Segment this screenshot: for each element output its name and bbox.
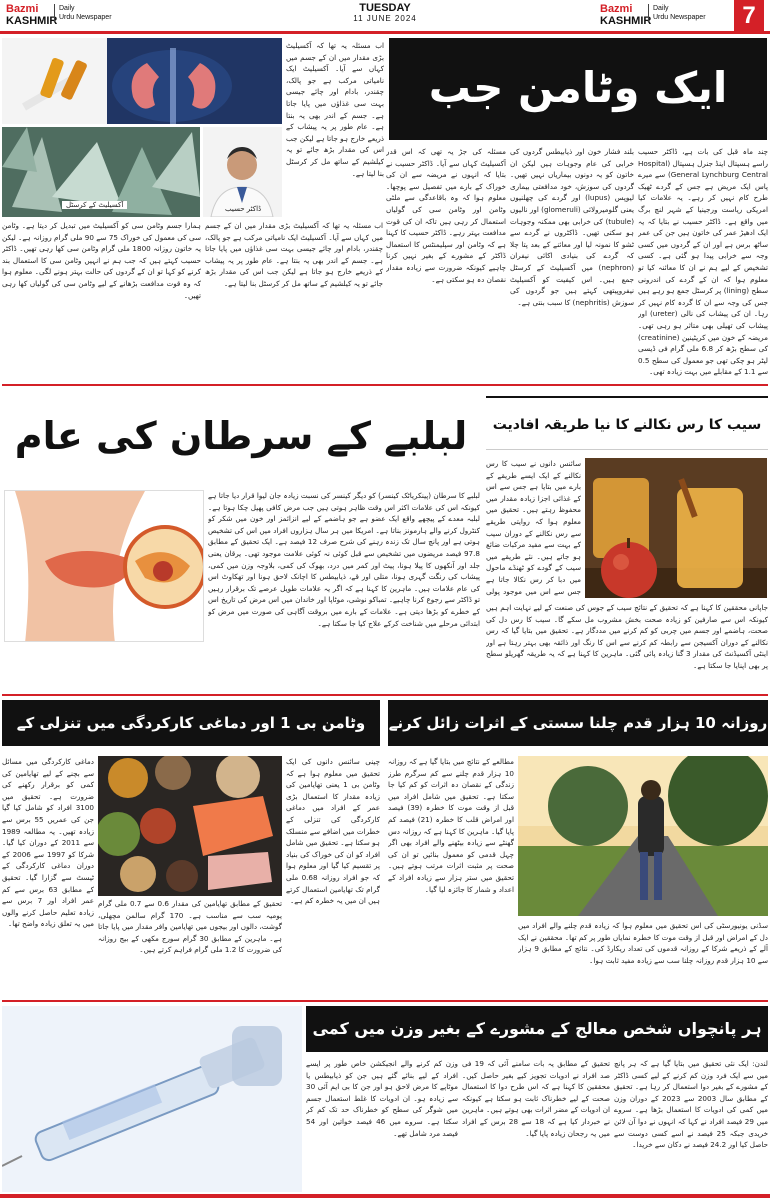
doctor-caption: ڈاکٹر حسیب: [225, 205, 262, 213]
story1-col-middle: بلند فشار خون اور ذیابیطس گردوں کی خرابی کی عام وجوہات ہیں لیکن ان خاتون کو یہ دونوں بیماریاں نہیں تھیں۔ گردوں کی سوزش، خود مدافعتی بیماری لیوپس (lupus) اور گردے کی چھلنیوں یعنی گلومیرولائی (glomeruli) اور نالیوں (tubule) کی خرابی بھی ممکنہ وجوہات ہو سکتی تھیں۔ ڈاکٹروں نے گردے سے ٹشو کا نمونہ لیا اور معائنے کے بعد پتا چلا کہ گردے کی بنیادی اکائی نیفران (nephron) میں آکسیلیٹ کے کرسٹل جمع ہیں۔ اس کیفیت کو آکسیلیٹ نیفروپیتھی کہتے ہیں جو گردوں کی سوزش (nephritis) کا سبب بنتی ہے۔: [510, 147, 634, 307]
walking-image: [518, 756, 768, 916]
injection-image: [2, 1006, 302, 1192]
brand-sub-urdu-right: Urdu Newspaper: [653, 14, 706, 21]
story3-body: سائنس دانوں نے سیب کا رس نکالنے کے ایک ایسے طریقے کے بارے میں بتایا ہے جس سے اس کے غذائی اجزا زیادہ مقدار میں محفوظ رہتے ہیں۔ تحقیق میں معلوم ہوا کہ روایتی طریقے سے رس نکالنے کے دوران سیب کے بہت سے مفید مرکبات ضائع ہو جاتے ہیں۔ نئے طریقے میں سیب کے گودے کو ٹھنڈے ماحول میں دبا کر رس نکالا جاتا ہے جس سے اس میں موجود پولی: [486, 459, 581, 596]
crystals-caption: آکسیلیٹ کے کرسٹل: [62, 201, 127, 209]
brand-name-bottom: KASHMIR: [6, 15, 58, 27]
story1-col-left-top: اب مسئلہ یہ تھا کہ آکسیلیٹ بڑی مقدار میں ان کے جسم میں کہاں سے آیا۔ آکسیلیٹ ایک نامیاتی مرکب ہے جو پالک، چقندر، بادام اور چائے جیسی بہت سی غذاؤں میں پایا جاتا ہے۔ جسم کے اندر بھی یہ بنتا ہے۔ عام طور پر یہ پیشاب کے ذریعے خارج ہو جاتا ہے لیکن جب اس کی مقدار بڑھ جائے تو یہ کیلشیم کے ساتھ مل کر کرسٹل بنا لیتا ہے۔: [286, 41, 384, 178]
story1-col-far-left: ہمارا جسم وٹامن سی کو آکسیلیٹ میں تبدیل کر دیتا ہے۔ وٹامن سی کی معمول کی خوراک 75 سے 90 ملی گرام روزانہ ہے۔ لیکن یہ خاتون روزانہ 1800 ملی گرام وٹامن سی کھا رہی تھیں۔ ڈاکٹر حسیب کہتے ہیں کہ جب ہم نے انہیں وٹامن سی کا استعمال بند کرنے کو کہا تو ان کے گردوں کی حالت بہتر ہونے لگی۔ معلوم ہوا کہ وہ قوت مدافعت بڑھانے کے لیے وٹامن سی کی گولیاں کھا رہی تھیں۔: [2, 221, 201, 300]
dateline: [300, 2, 470, 23]
story4-headline: روزانہ 10 ہزار قدم چلنا سستی کے اثرات زائل کرنے: [388, 700, 768, 746]
brand-sub-daily: Daily: [59, 5, 75, 12]
story6-headline: ہر پانچواں شخص معالج کے مشورے کے بغیر وزن میں کمی: [306, 1006, 768, 1052]
crystals-image: [2, 127, 200, 217]
brand-subtitle-right: [648, 4, 738, 22]
story5-col-left: دماغی کارکردگی میں مسائل سے بچنے کے لیے تھایامین کی کمی کو برقرار رکھنے کی ضرورت ہے۔ تحقیق میں 3100 افراد کو شامل کیا گیا جن کی عمریں 55 برس سے زیادہ تھیں۔ یہ مطالعہ 1989 سے 2011 کے دوران کیا گیا۔ شرکا کو 1997 سے 2006 کے دوران دماغی کارکردگی کے ٹیسٹ سے گزارا گیا۔ تحقیق کے مطابق 63 برس سے کم عمر افراد اور 7 برس سے زیادہ تعلیم حاصل کرنے والوں میں یہ تعلق زیادہ واضح تھا۔: [2, 757, 94, 929]
brand-name-top: Bazmi: [6, 3, 39, 15]
masthead-brand-right: [600, 3, 706, 27]
divider-1: [2, 384, 768, 386]
masthead-brand-left: [6, 3, 112, 27]
story4-body-bottom: سڈنی یونیورسٹی کی اس تحقیق میں معلوم ہوا کہ زیادہ قدم چلنے والے افراد میں دل کے امراض اور قبل از وقت موت کا خطرہ نمایاں طور پر کم تھا۔ محققین نے ایک آلے کے ذریعے شرکا کے روزانہ قدموں کی تعداد ریکارڈ کی۔ نتائج کے مطابق 9 ہزار سے 10 ہزار قدم روزانہ چلنا سب سے زیادہ مفید ثابت ہوا۔: [518, 921, 768, 965]
brand-name-top-right: Bazmi: [600, 3, 633, 15]
page-number: 7: [734, 0, 764, 32]
story3-body-bottom: جاپانی محققین کا کہنا ہے کہ تحقیق کے نتائج سیب کے جوس کی صنعت کے لیے نہایت اہم ہیں کیونکہ اس سے صارفین کو زیادہ صحت بخش مشروب مل سکے گا۔ سیب کا رس دل کی صحت، ہاضمے اور جسم میں چربی کو کم کرنے میں مددگار ہے۔ تحقیق میں بتایا گیا کہ رس نکالنے کے دوران آکسیجن سے رابطہ کم کرنے سے اس کا رنگ اور ذائقہ بھی بہتر رہتا ہے اور اینٹی آکسیڈنٹ کی مقدار 3 گنا زیادہ پائی گئی۔ ماہرین کا کہنا ہے کہ یہ طریقہ گھریلو سطح پر بھی اپنایا جا سکتا ہے۔: [486, 603, 768, 670]
dateline-day: TUESDAY: [359, 2, 411, 14]
brand-sub-daily-right: Daily: [653, 5, 669, 12]
story4-body: مطالعے کے نتائج میں بتایا گیا ہے کہ روزانہ 10 ہزار قدم چلنے سے کم سرگرم طرز زندگی کے نقصان دہ اثرات کو کم کیا جا سکتا ہے۔ تحقیق میں شامل افراد میں قبل از وقت موت کا خطرہ (39) فیصد اور امراض قلب کا خطرہ (21) فیصد کم پایا گیا۔ ماہرین کا کہنا ہے کہ روزانہ دس گھنٹے سے زیادہ بیٹھنے والے افراد بھی اگر چہل قدمی کو معمول بنائیں تو ان کی صحت پر مثبت اثرات مرتب ہوتے ہیں۔ تحقیق میں ستر ہزار سے زیادہ افراد کے اعداد و شمار کا جائزہ لیا گیا۔: [388, 757, 514, 894]
divider-2: [2, 694, 768, 696]
story5-headline: وٹامن بی 1 اور دماغی کارکردگی میں تنزلی کے: [2, 700, 380, 746]
dateline-date: 11 JUNE 2024: [353, 14, 417, 23]
story1-col-middle-low: اب مسئلہ یہ تھا کہ آکسیلیٹ بڑی مقدار میں ان کے جسم میں کہاں سے آیا۔ آکسیلیٹ ایک نامیاتی مرکب ہے جو پالک، چقندر، بادام اور چائے جیسی بہت سی غذاؤں میں پایا جاتا ہے۔ جسم کے اندر بھی یہ بنتا ہے۔ عام طور پر یہ پیشاب کے ذریعے خارج ہو جاتا ہے لیکن جب اس کی مقدار بڑھ جائے تو یہ کیلشیم کے ساتھ مل کر کرسٹل بنا لیتا ہے۔: [205, 221, 383, 288]
food-illustration: [98, 756, 282, 896]
walking-illustration: [518, 756, 768, 916]
doctor-photo: [203, 127, 282, 217]
injection-illustration: [2, 1006, 302, 1192]
story5-col-middle: تحقیق کے مطابق تھایامین کی مقدار 0.6 سے 0.7 ملی گرام یومیہ سب سے مناسب ہے۔ 170 گرام سالمن مچھلی، گوشت، دالوں اور بیجوں میں تھایامین وافر مقدار میں پایا جاتا ہے۔ ماہرین کے مطابق 30 گرام سورج مکھی کے بیج روزانہ کی ضرورت کا 1.2 ملی گرام فراہم کرتے ہیں۔: [98, 899, 282, 955]
apple-juice-illustration: [585, 458, 767, 598]
story1-col-right: چند ماہ قبل کی بات ہے، ڈاکٹر حسیب راسے ہسپتال اینڈ جنرل ہسپتال (Hospital General Lynchburg Central) سے میرے پاس ایک مریض ہے جس کے گردے ٹھیک طرح کام نہیں کر رہے۔ یہ علامات کیا امریکی ریاست ورجینیا کے شہر لنچ برگ میں واقع ہے۔ ڈاکٹر حسیب نے بتایا کہ یہ ایک ادھیڑ عمر کی خاتون ہیں جن کی عمر ساٹھ برس ہے اور ان کے گردوں میں کسی وجہ سے خرابی پیدا ہو گئی ہے۔ کسی تشخیص کے لیے ہم نے ان کا معائنہ کیا تو معلوم ہوا کہ ان کے گردے کی اندرونی سطح (lining) پر کرسٹل جمع ہو رہے ہیں جس کی وجہ سے ان کا گردہ کام نہیں کر رہا۔ ان کی پیشاب کی نالی (ureter) اور پیشاب کی تھیلی بھی متاثر ہو رہی تھی۔ مریضہ کے خون میں کریٹینین (creatinine) کی سطح بڑھ کر 6.8 ملی گرام فی ڈیسی لیٹر ہو چکی تھی جو معمول کی سطح 0.5 سے 1.1 کے مقابلے میں بہت زیادہ تھی۔: [638, 147, 768, 377]
story1-col-left-mid: مسئلہ کی جڑ یہ تھی کہ اس قدر آکسیلیٹ کہاں سے آیا۔ ڈاکٹر حسیب نے بتایا کہ انہوں نے مریضہ سے ان کی خوراک کے بارے میں تفصیل سے پوچھا۔ معلوم ہوا کہ وہ باقاعدگی سے ملٹی وٹامن اور وٹامن سی کی گولیاں استعمال کر رہی ہیں تاکہ ان کی قوت مدافعت بہتر رہے۔ ڈاکٹر حسیب کا کہنا ہے کہ وٹامن اور سپلیمنٹس کا استعمال ڈاکٹر کے مشورے کے بغیر نہیں کرنا چاہیے کیونکہ ضرورت سے زیادہ مقدار نقصان دہ ہو سکتی ہے۔: [386, 147, 506, 284]
kidney-illustration: [2, 38, 282, 124]
masthead: [0, 0, 770, 34]
story6-col-left: وزن کم کرنے والے انجیکشن خاص طور پر ایسے افراد کے لیے بنائے گئے ہیں جن کو ذیابیطس یا موٹاپے کا مرض لاحق ہو اور جن کا بی ایم آئی 30 سے زیادہ ہو۔ ان ادویات کا غلط استعمال جسم میں شوگر کی سطح کو خطرناک حد تک کم کر سکتا ہے۔ سروے میں 46 فیصد خواتین اور 54 فیصد مرد شامل تھے۔: [306, 1059, 458, 1138]
pancreas-image: [4, 490, 204, 642]
bottom-rule: [0, 1194, 770, 1198]
story2-body: لبلبے کا سرطان (پینکریاٹک کینسر) کو دیگر کینسر کی نسبت زیادہ جان لیوا قرار دیا جاتا ہے کیونکہ اس کی علامات اکثر اس وقت ظاہر ہوتی ہیں جب مرض کافی پھیل چکا ہوتا ہے۔ لبلبہ معدے کے پیچھے واقع ایک عضو ہے جو ہاضمے کے لیے انزائمز اور خون میں شکر کو کنٹرول کرنے والے ہارمونز بناتا ہے۔ امریکا میں ہر سال ہزاروں افراد میں اس کی تشخیص ہوتی ہے اور پانچ سال تک زندہ رہنے کی شرح صرف 12 فیصد ہے۔ ایک تحقیق کے مطابق 97.8 فیصد مریضوں میں تشخیص سے قبل کوئی نہ کوئی علامت موجود تھی۔ یرقان یعنی جلد اور آنکھوں کا پیلا ہونا، پیٹ اور کمر میں درد، بھوک کی کمی، بلاوجہ وزن میں کمی، پیشاب کی رنگت گہری ہونا، متلی اور قے، ذیابیطس کا اچانک لاحق ہونا اور تھکاوٹ اس کی عام علامات ہیں۔ ماہرین کا کہنا ہے کہ اگر یہ علامات طویل عرصے تک برقرار رہیں تو ڈاکٹر سے رجوع کرنا چاہیے۔ تمباکو نوشی، موٹاپا اور خاندان میں اس مرض کی تاریخ اس کے خطرے کو بڑھا دیتی ہے۔ علامات کے بارے میں بروقت آگاہی کی صورت میں مرض کو ابتدائی مرحلے میں شناخت کرکے علاج کیا جا سکتا ہے۔: [208, 491, 480, 628]
story6-col-right: لندن: ایک نئی تحقیق میں بتایا گیا ہے کہ ہر پانچ میں سے ایک فرد وزن کم کرنے کے لیے کسی ڈاکٹر کے مشورے کے بغیر دوا استعمال کر رہا ہے۔ تحقیق کے مطابق سال 2003 سے 2023 کے دوران وزن میں کمی کی ادویات کا استعمال بڑھا ہے۔ سروے میں 29 فیصد افراد نے کہا کہ انہوں نے دوا آن لائن خریدی جبکہ 25 فیصد نے اسے کسی دوست سے حاصل کیا اور 24.2 فیصد نے دکان سے خریدا۔: [614, 1059, 768, 1150]
story1-headline: ایک وٹامن جب: [389, 38, 767, 140]
brand-sub-urdu: Urdu Newspaper: [59, 14, 112, 21]
story6-col-middle: تحقیق کے مطابق یہ بات سامنے آئی کہ 19 فی صد افراد نے ادویات تجویز کیے بغیر حاصل کیں۔ محققین کا کہنا ہے کہ اس طرح دوا کا استعمال صحت کے لیے خطرناک ثابت ہو سکتا ہے کیونکہ ان ادویات کے مضر اثرات بھی ہوتے ہیں۔ ماہرین نے خبردار کیا ہے کہ 18 سے 28 برس کے افراد میں یہ رجحان زیادہ پایا گیا۔: [462, 1059, 610, 1138]
divider-3: [2, 1000, 768, 1002]
story2-headline: لبلبے کے سرطان کی عام: [14, 414, 468, 458]
brand-name-bottom-right: KASHMIR: [600, 15, 652, 27]
brand-subtitle: [54, 4, 144, 22]
story5-col-right: چینی سائنس دانوں کی ایک تحقیق میں معلوم ہوا ہے کہ وٹامن بی 1 یعنی تھایامین کی زیادہ مقدار کا استعمال بڑی عمر کے افراد میں دماغی کارکردگی کی تنزلی کے خطرات میں اضافے سے منسلک ہو سکتا ہے۔ تحقیق میں شامل افراد کو ان کی خوراک کی بنیاد پر تقسیم کیا گیا اور معلوم ہوا کہ جو افراد روزانہ 0.68 ملی گرام تک تھایامین استعمال کرتے ہیں ان میں یہ خطرہ کم ہے۔: [286, 757, 380, 906]
story3-headline: سیب کا رس نکالنے کا نیا طریقہ افادیت: [486, 396, 768, 450]
food-image: [98, 756, 282, 896]
kidney-image: [2, 38, 282, 124]
pancreas-illustration: [5, 491, 204, 642]
apple-juice-image: [585, 458, 767, 598]
doctor-silhouette: [203, 127, 282, 217]
